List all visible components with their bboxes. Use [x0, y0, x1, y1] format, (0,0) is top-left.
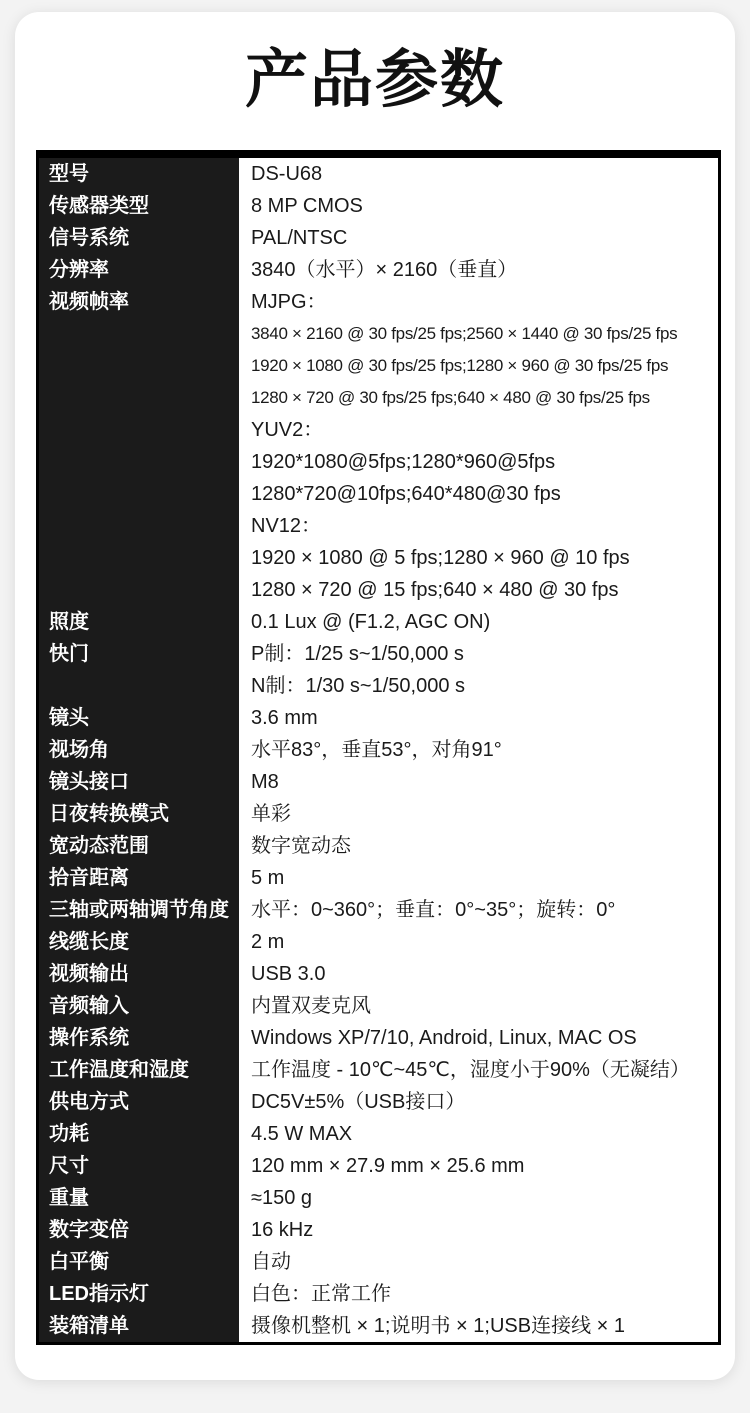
spec-value-line: 数字宽动态 [251, 835, 351, 857]
spec-row [39, 158, 718, 190]
spec-value-line: DC5V±5%（USB接口） [251, 1091, 466, 1113]
spec-value [239, 1310, 718, 1342]
spec-value [239, 1022, 718, 1054]
spec-value-line: 摄像机整机 × 1;说明书 × 1;USB连接线 × 1 [251, 1315, 625, 1337]
spec-label: 装箱清单 [49, 1315, 129, 1337]
spec-row [39, 926, 718, 958]
spec-label: 功耗 [49, 1123, 89, 1145]
spec-row [39, 894, 718, 926]
spec-label: 信号系统 [49, 227, 129, 249]
spec-value [239, 1214, 718, 1246]
spec-row [39, 1118, 718, 1150]
spec-value [239, 254, 718, 286]
spec-label: 视频帧率 [49, 291, 129, 313]
spec-value-line: 1920*1080@5fps;1280*960@5fps [251, 451, 556, 473]
spec-row [39, 862, 718, 894]
spec-label: 传感器类型 [49, 195, 149, 217]
spec-value-line: MJPG： [251, 291, 327, 313]
spec-label: 白平衡 [49, 1251, 109, 1273]
spec-value [239, 1054, 718, 1086]
spec-value [239, 1182, 718, 1214]
spec-value [239, 926, 718, 958]
spec-row [39, 1182, 718, 1214]
spec-row [39, 1246, 718, 1278]
spec-label: 音频输入 [49, 995, 129, 1017]
spec-value [239, 734, 718, 766]
spec-value [239, 766, 718, 798]
spec-value-line: 2 m [251, 931, 285, 953]
spec-value-line: 单彩 [251, 803, 291, 825]
spec-value-line: 工作温度 - 10℃~45℃，湿度小于90%（无凝结） [251, 1059, 690, 1081]
spec-label: 镜头接口 [49, 771, 129, 793]
spec-row [39, 1278, 718, 1310]
spec-value-line: P制：1/25 s~1/50,000 s [251, 643, 464, 665]
spec-row [39, 190, 718, 222]
spec-value [239, 862, 718, 894]
spec-label: 操作系统 [49, 1027, 129, 1049]
spec-row [39, 734, 718, 766]
spec-value-line: 1920 × 1080 @ 5 fps;1280 × 960 @ 10 fps [251, 547, 630, 569]
spec-row [39, 638, 718, 702]
spec-value [239, 222, 718, 254]
spec-row [39, 254, 718, 286]
spec-value-line: DS-U68 [251, 163, 323, 185]
spec-label: 尺寸 [49, 1155, 89, 1177]
spec-label: 宽动态范围 [49, 835, 149, 857]
spec-label: 镜头 [49, 707, 89, 729]
spec-value [239, 830, 718, 862]
spec-value-line: 8 MP CMOS [251, 195, 363, 217]
spec-value-line: 自动 [251, 1251, 291, 1273]
spec-value-line: 1280*720@10fps;640*480@30 fps [251, 483, 561, 505]
spec-row [39, 1310, 718, 1342]
spec-label: 型号 [49, 163, 89, 185]
spec-row [39, 830, 718, 862]
spec-value [239, 606, 718, 638]
spec-label: 分辨率 [49, 259, 109, 281]
spec-value-line: 3840 × 2160 @ 30 fps/25 fps;2560 × 1440 @ 30 fps/25 fps [251, 324, 678, 343]
spec-value-line: 1280 × 720 @ 30 fps/25 fps;640 × 480 @ 30 fps/25 fps [251, 388, 650, 407]
spec-value-line: 水平：0~360°；垂直：0°~35°；旋转：0° [251, 899, 616, 921]
spec-value [239, 158, 718, 190]
spec-value [239, 1246, 718, 1278]
spec-value-line: 3.6 mm [251, 707, 318, 729]
spec-row [39, 798, 718, 830]
spec-label: 供电方式 [49, 1091, 129, 1113]
spec-row [39, 766, 718, 798]
spec-value-line: 1280 × 720 @ 15 fps;640 × 480 @ 30 fps [251, 579, 619, 601]
spec-label: 照度 [49, 611, 89, 633]
spec-value-line: N制：1/30 s~1/50,000 s [251, 675, 466, 697]
spec-value-line: 水平83°，垂直53°，对角91° [251, 739, 502, 761]
spec-label: 拾音距离 [49, 867, 129, 889]
spec-value [239, 1150, 718, 1182]
spec-value-line: M8 [251, 771, 279, 793]
spec-label: 重量 [49, 1187, 89, 1209]
spec-value [239, 990, 718, 1022]
spec-card [15, 12, 735, 1380]
spec-value-line: YUV2： [251, 419, 324, 441]
spec-value [239, 958, 718, 990]
spec-label: 线缆长度 [49, 931, 129, 953]
spec-row [39, 606, 718, 638]
spec-label: 工作温度和湿度 [49, 1059, 189, 1081]
spec-row [39, 990, 718, 1022]
spec-value-line: 16 kHz [251, 1219, 314, 1241]
spec-value-line: 5 m [251, 867, 285, 889]
spec-row [39, 1086, 718, 1118]
spec-row [39, 1150, 718, 1182]
spec-label: 数字变倍 [49, 1219, 129, 1241]
spec-value [239, 798, 718, 830]
spec-value-line: 0.1 Lux @ (F1.2, AGC ON) [251, 611, 491, 633]
spec-label: 视频输出 [49, 963, 129, 985]
spec-row [39, 286, 718, 606]
spec-value-line: USB 3.0 [251, 963, 326, 985]
spec-label: LED指示灯 [49, 1283, 149, 1305]
spec-value [239, 894, 718, 926]
spec-value [239, 286, 718, 606]
spec-row [39, 222, 718, 254]
spec-label: 三轴或两轴调节角度 [49, 899, 229, 921]
page-title: 产品参数 [245, 45, 505, 115]
spec-label: 日夜转换模式 [49, 803, 169, 825]
spec-value-line: 内置双麦克风 [251, 995, 371, 1017]
spec-value-line: ≈150 g [251, 1187, 313, 1209]
spec-value [239, 190, 718, 222]
spec-value-line: PAL/NTSC [251, 227, 348, 249]
spec-value [239, 1118, 718, 1150]
spec-value-line: 4.5 W MAX [251, 1123, 353, 1145]
spec-row [39, 958, 718, 990]
spec-value-line: 120 mm × 27.9 mm × 25.6 mm [251, 1155, 525, 1177]
spec-value [239, 702, 718, 734]
spec-value [239, 1278, 718, 1310]
spec-value [239, 638, 718, 702]
spec-row [39, 1022, 718, 1054]
spec-value-line: Windows XP/7/10, Android, Linux, MAC OS [251, 1027, 637, 1049]
spec-label: 快门 [49, 643, 89, 665]
spec-value [239, 1086, 718, 1118]
spec-value-line: NV12： [251, 515, 322, 537]
spec-value-line: 白色：正常工作 [251, 1283, 391, 1305]
spec-row [39, 1054, 718, 1086]
spec-value-line: 3840（水平）× 2160（垂直） [251, 259, 518, 281]
spec-label: 视场角 [49, 739, 109, 761]
spec-table [36, 150, 721, 1345]
spec-row [39, 702, 718, 734]
spec-value-line: 1920 × 1080 @ 30 fps/25 fps;1280 × 960 @ 30 fps/25 fps [251, 356, 669, 375]
spec-row [39, 1214, 718, 1246]
